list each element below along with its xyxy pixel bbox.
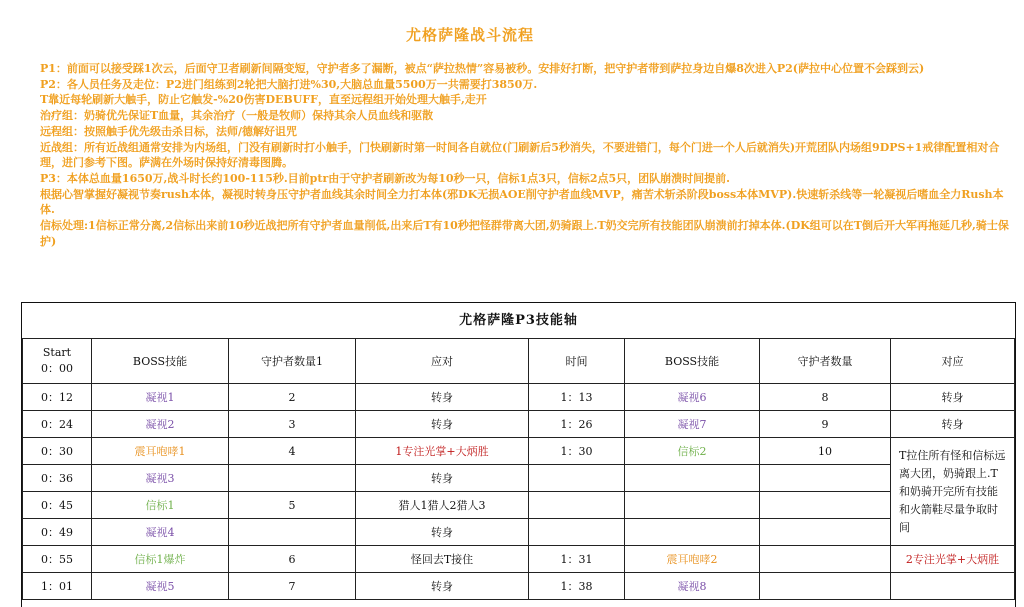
note-beacon: 信标处理:1信标正常分离,2信标出来前10秒近战把所有守护者血量削低,出来后T有10秒把怪群带离大团,奶骑跟上.T奶交完所有技能团队崩溃前打掉本体.(DK组可以在T倒后开大军再拖延几秒,骑士保护): [40, 219, 1009, 248]
response-cell: 猎人1猎人2猎人3: [356, 492, 529, 519]
table-row: [23, 546, 1015, 573]
count2-cell: [760, 573, 891, 600]
table-row: [23, 438, 1015, 465]
response-cell: 转身: [356, 411, 529, 438]
time2-cell: 1：31: [529, 546, 625, 573]
skill-cell: 凝视2: [92, 411, 229, 438]
skill2-cell: 凝视6: [625, 384, 760, 411]
note-healer: 治疗组：奶骑优先保证T血量，其余治疗（一般是牧师）保持其余人员血线和驱散: [40, 109, 434, 123]
count2-cell: [760, 465, 891, 492]
count2-cell: 10: [760, 438, 891, 465]
count2-cell: [760, 519, 891, 546]
header-start: [23, 339, 92, 384]
page-title: 尤格萨隆战斗流程: [405, 26, 534, 44]
count-cell: [229, 465, 356, 492]
merged-note-cell: T拉住所有怪和信标远离大团，奶骑跟上.T和奶骑开完所有技能和火箭鞋尽量争取时间: [891, 438, 1015, 546]
header-boss-skill: BOSS技能: [92, 339, 229, 384]
header-time2: 时间: [529, 339, 625, 384]
skill2-cell: [625, 519, 760, 546]
time-cell: 1：01: [23, 573, 92, 600]
skill2-cell: 凝视7: [625, 411, 760, 438]
skill-cell: 信标1: [92, 492, 229, 519]
response2-cell: 转身: [891, 384, 1015, 411]
time2-cell: 1：38: [529, 573, 625, 600]
time2-cell: 1：30: [529, 438, 625, 465]
header-start-time: 0：00: [41, 362, 73, 375]
header-start-label: Start: [42, 346, 72, 359]
response-cell: 怪回去T接住: [356, 546, 529, 573]
skill-cell: 凝视3: [92, 465, 229, 492]
count-cell: 7: [229, 573, 356, 600]
header-guardian-count2: 守护者数量: [760, 339, 891, 384]
note-melee: 近战组：所有近战组通常安排为内场组，门没有刷新时打小触手，门快刷新时第一时间各自就位(门刷新后5秒消失，不要进错门，每个门进一个人后就消失)开荒团队内场组9DPS+1戒律配置相对合理，进门参考下图。萨满在外场时保持好清毒图腾。: [40, 140, 1000, 170]
skill2-cell: 信标2: [625, 438, 760, 465]
response2-cell: [891, 573, 1015, 600]
time2-cell: 1：26: [529, 411, 625, 438]
time-cell: 0：24: [23, 411, 92, 438]
count-cell: [229, 519, 356, 546]
header-guardian-count: 守护者数量1: [229, 339, 356, 384]
time2-cell: [529, 465, 625, 492]
skill-cell: 凝视1: [92, 384, 229, 411]
response-cell: 转身: [356, 573, 529, 600]
header-boss-skill2: BOSS技能: [625, 339, 760, 384]
time-cell: 0：12: [23, 384, 92, 411]
note-p2: P2：各人员任务及走位：P2进门组练到2轮把大脑打进%30,大脑总血量5500万一共需要打3850万.: [40, 77, 538, 91]
header-row: [23, 339, 1015, 384]
table-row: [23, 411, 1015, 438]
header-response: 应对: [356, 339, 529, 384]
time2-cell: [529, 492, 625, 519]
note-tank: T靠近每轮刷新大触手，防止它触发-%20伤害DEBUFF，直至远程组开始处理大触手,走开: [40, 93, 487, 107]
time-cell: 0：49: [23, 519, 92, 546]
header-response2: 对应: [891, 339, 1015, 384]
time-cell: 0：30: [23, 438, 92, 465]
table-row: [23, 573, 1015, 600]
count-cell: 5: [229, 492, 356, 519]
response-cell: 转身: [356, 519, 529, 546]
count-cell: 4: [229, 438, 356, 465]
table-row: [23, 492, 1015, 519]
time2-cell: [529, 519, 625, 546]
response2-cell: 2专注光掌+大炳胜: [891, 546, 1015, 573]
table-row: [23, 465, 1015, 492]
note-p1: P1：前面可以接受踩1次云，后面守卫者刷新间隔变短，守护者多了漏断，被点“萨拉热情”容易被秒。安排好打断，把守护者带到萨拉身边自爆8次进入P2(萨拉中心位置不会踩到云): [40, 62, 925, 75]
response2-cell: 转身: [891, 411, 1015, 438]
response-cell: 转身: [356, 384, 529, 411]
skill-cell: 震耳咆哮1: [92, 438, 229, 465]
skill-timeline-table: [21, 302, 1016, 607]
table-row: [23, 519, 1015, 546]
table-title: 尤格萨隆P3技能轴: [459, 313, 578, 328]
time2-cell: 1：13: [529, 384, 625, 411]
note-ranged: 远程组：按照触手优先级击杀目标，法师/德解好诅咒: [40, 124, 298, 138]
response-cell: 转身: [356, 465, 529, 492]
time-cell: 0：45: [23, 492, 92, 519]
note-rush: 根据心智掌握好凝视节奏rush本体，凝视时转身压守护者血线其余时间全力打本体(邪DK无损AOE削守护者血线MVP，痛苦术斩杀阶段boss本体MVP).快速斩杀线等一轮凝视后嗜血全力Rush本体.: [40, 187, 1004, 217]
strategy-notes: [40, 61, 1010, 249]
count-cell: 2: [229, 384, 356, 411]
table-row: [23, 384, 1015, 411]
skill-cell: 信标1爆炸: [92, 546, 229, 573]
skill2-cell: [625, 465, 760, 492]
skill-cell: 凝视5: [92, 573, 229, 600]
time-cell: 0：36: [23, 465, 92, 492]
count2-cell: 9: [760, 411, 891, 438]
count2-cell: [760, 546, 891, 573]
skill2-cell: 震耳咆哮2: [625, 546, 760, 573]
count-cell: 6: [229, 546, 356, 573]
count2-cell: [760, 492, 891, 519]
response-cell: 1专注光掌+大炳胜: [356, 438, 529, 465]
count-cell: 3: [229, 411, 356, 438]
note-p3: P3：本体总血量1650万,战斗时长约100-115秒.目前ptr由于守护者刷新改为每10秒一只，信标1点3只，信标2点5只，团队崩溃时间提前.: [40, 171, 731, 185]
skill-cell: 凝视4: [92, 519, 229, 546]
skill2-cell: 凝视8: [625, 573, 760, 600]
timeline-grid: [22, 338, 1015, 600]
count2-cell: 8: [760, 384, 891, 411]
skill2-cell: [625, 492, 760, 519]
time-cell: 0：55: [23, 546, 92, 573]
